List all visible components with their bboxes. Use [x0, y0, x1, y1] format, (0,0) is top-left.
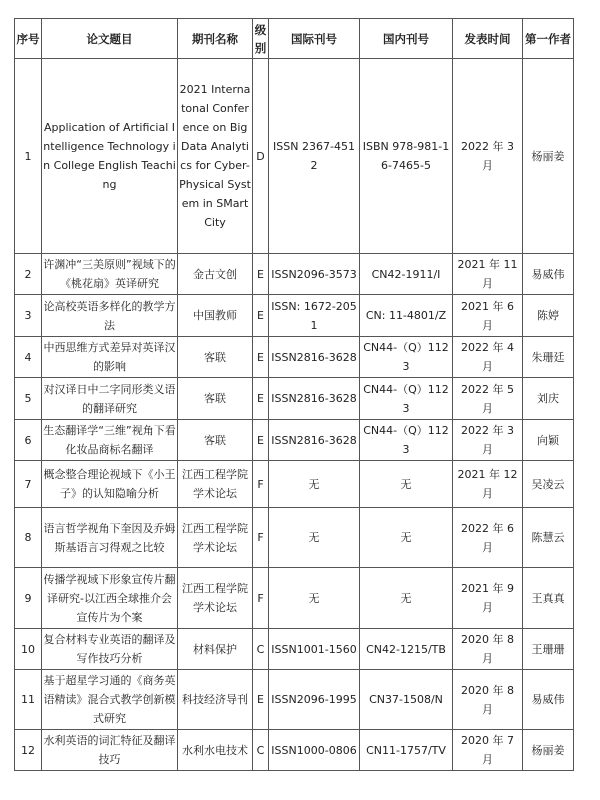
cell-no: 1 [15, 59, 42, 254]
cell-title: 生态翻译学“三维”视角下看化妆品商标名翻译 [42, 420, 178, 461]
cell-cn: 无 [360, 568, 453, 629]
cell-cn: CN37-1508/N [360, 670, 453, 730]
cell-no: 3 [15, 295, 42, 337]
header-no: 序号 [15, 19, 42, 59]
table-row [15, 337, 574, 378]
table-row [15, 568, 574, 629]
cell-title: 论高校英语多样化的教学方法 [42, 295, 178, 337]
cell-issn: 无 [269, 461, 360, 508]
cell-title: 传播学视域下形象宣传片翻译研究-以江西全球推介会宣传片为个案 [42, 568, 178, 629]
cell-title: 基于超星学习通的《商务英语精读》混合式教学创新模式研究 [42, 670, 178, 730]
cell-author: 王真真 [523, 568, 574, 629]
cell-level: E [253, 670, 269, 730]
cell-author: 向颖 [523, 420, 574, 461]
cell-journal: 金古文创 [178, 254, 253, 295]
cell-author: 杨丽姜 [523, 730, 574, 771]
cell-date: 2022 年 3 月 [453, 420, 523, 461]
cell-no: 9 [15, 568, 42, 629]
header-journal: 期刊名称 [178, 19, 253, 59]
table-row [15, 629, 574, 670]
cell-issn: 无 [269, 508, 360, 568]
cell-title: 对汉译日中二字同形类义语的翻译研究 [42, 378, 178, 420]
cell-issn: ISSN2096-1995 [269, 670, 360, 730]
cell-journal: 材料保护 [178, 629, 253, 670]
cell-cn: 无 [360, 461, 453, 508]
cell-level: E [253, 337, 269, 378]
table-row [15, 730, 574, 771]
cell-cn: CN11-1757/TV [360, 730, 453, 771]
cell-issn: ISSN2816-3628 [269, 378, 360, 420]
cell-date: 2022 年 6 月 [453, 508, 523, 568]
cell-journal: 中国教师 [178, 295, 253, 337]
cell-level: D [253, 59, 269, 254]
cell-no: 8 [15, 508, 42, 568]
header-title: 论文题目 [42, 19, 178, 59]
cell-level: E [253, 254, 269, 295]
cell-issn: ISSN1001-1560 [269, 629, 360, 670]
cell-date: 2022 年 5 月 [453, 378, 523, 420]
cell-issn: ISSN2816-3628 [269, 420, 360, 461]
cell-level: F [253, 461, 269, 508]
cell-title: 中西思维方式差异对英译汉的影响 [42, 337, 178, 378]
cell-level: E [253, 295, 269, 337]
cell-issn: ISSN 2367-4512 [269, 59, 360, 254]
cell-level: E [253, 420, 269, 461]
table-row [15, 670, 574, 730]
papers-table [14, 18, 574, 771]
cell-journal: 江西工程学院学术论坛 [178, 568, 253, 629]
cell-journal: 2021 Internatonal Conference on Big Data Analytics for Cyber-Physical System in SMart City [178, 59, 253, 254]
cell-no: 12 [15, 730, 42, 771]
cell-date: 2020 年 7 月 [453, 730, 523, 771]
cell-journal: 水利水电技术 [178, 730, 253, 771]
cell-no: 4 [15, 337, 42, 378]
cell-level: C [253, 629, 269, 670]
cell-level: C [253, 730, 269, 771]
cell-author: 陈慧云 [523, 508, 574, 568]
cell-date: 2021 年 11 月 [453, 254, 523, 295]
cell-date: 2021 年 12 月 [453, 461, 523, 508]
cell-author: 易威伟 [523, 254, 574, 295]
table-row [15, 378, 574, 420]
cell-date: 2021 年 9 月 [453, 568, 523, 629]
table-row [15, 420, 574, 461]
table-row [15, 461, 574, 508]
cell-cn: CN44-（Q）1123 [360, 420, 453, 461]
cell-issn: ISSN1000-0806 [269, 730, 360, 771]
cell-title: 复合材料专业英语的翻译及写作技巧分析 [42, 629, 178, 670]
table-row [15, 59, 574, 254]
cell-level: F [253, 568, 269, 629]
cell-cn: CN42-1911/I [360, 254, 453, 295]
cell-date: 2022 年 4 月 [453, 337, 523, 378]
cell-journal: 客联 [178, 378, 253, 420]
cell-date: 2020 年 8 月 [453, 670, 523, 730]
cell-cn: 无 [360, 508, 453, 568]
cell-title: 许渊冲“三美原则”视域下的《桃花扇》英译研究 [42, 254, 178, 295]
cell-no: 11 [15, 670, 42, 730]
header-row [15, 19, 574, 59]
header-level: 级别 [253, 19, 269, 59]
header-date: 发表时间 [453, 19, 523, 59]
cell-title: 水利英语的词汇特征及翻译技巧 [42, 730, 178, 771]
cell-no: 10 [15, 629, 42, 670]
cell-issn: 无 [269, 568, 360, 629]
cell-title: 语言哲学视角下奎因及乔姆斯基语言习得观之比较 [42, 508, 178, 568]
cell-no: 5 [15, 378, 42, 420]
cell-title: 概念整合理论视域下《小王子》的认知隐喻分析 [42, 461, 178, 508]
cell-cn: CN: 11-4801/Z [360, 295, 453, 337]
cell-author: 朱珊廷 [523, 337, 574, 378]
cell-author: 杨丽姜 [523, 59, 574, 254]
cell-date: 2020 年 8 月 [453, 629, 523, 670]
header-cn: 国内刊号 [360, 19, 453, 59]
cell-no: 6 [15, 420, 42, 461]
cell-journal: 江西工程学院学术论坛 [178, 508, 253, 568]
cell-journal: 客联 [178, 337, 253, 378]
cell-no: 2 [15, 254, 42, 295]
cell-issn: ISSN2816-3628 [269, 337, 360, 378]
cell-author: 刘庆 [523, 378, 574, 420]
cell-author: 陈婷 [523, 295, 574, 337]
cell-issn: ISSN2096-3573 [269, 254, 360, 295]
cell-title: Application of Artificial Intelligence Technology in College English Teaching [42, 59, 178, 254]
cell-no: 7 [15, 461, 42, 508]
cell-author: 吴凌云 [523, 461, 574, 508]
cell-date: 2021 年 6 月 [453, 295, 523, 337]
cell-issn: ISSN: 1672-2051 [269, 295, 360, 337]
table-row [15, 295, 574, 337]
cell-cn: ISBN 978-981-16-7465-5 [360, 59, 453, 254]
cell-author: 王珊珊 [523, 629, 574, 670]
cell-level: F [253, 508, 269, 568]
cell-date: 2022 年 3 月 [453, 59, 523, 254]
cell-journal: 客联 [178, 420, 253, 461]
cell-journal: 江西工程学院学术论坛 [178, 461, 253, 508]
header-author: 第一作者 [523, 19, 574, 59]
table-row [15, 508, 574, 568]
cell-author: 易威伟 [523, 670, 574, 730]
cell-cn: CN44-（Q）1123 [360, 378, 453, 420]
cell-cn: CN42-1215/TB [360, 629, 453, 670]
cell-journal: 科技经济导刊 [178, 670, 253, 730]
cell-level: E [253, 378, 269, 420]
header-issn: 国际刊号 [269, 19, 360, 59]
cell-cn: CN44-（Q）1123 [360, 337, 453, 378]
table-row [15, 254, 574, 295]
